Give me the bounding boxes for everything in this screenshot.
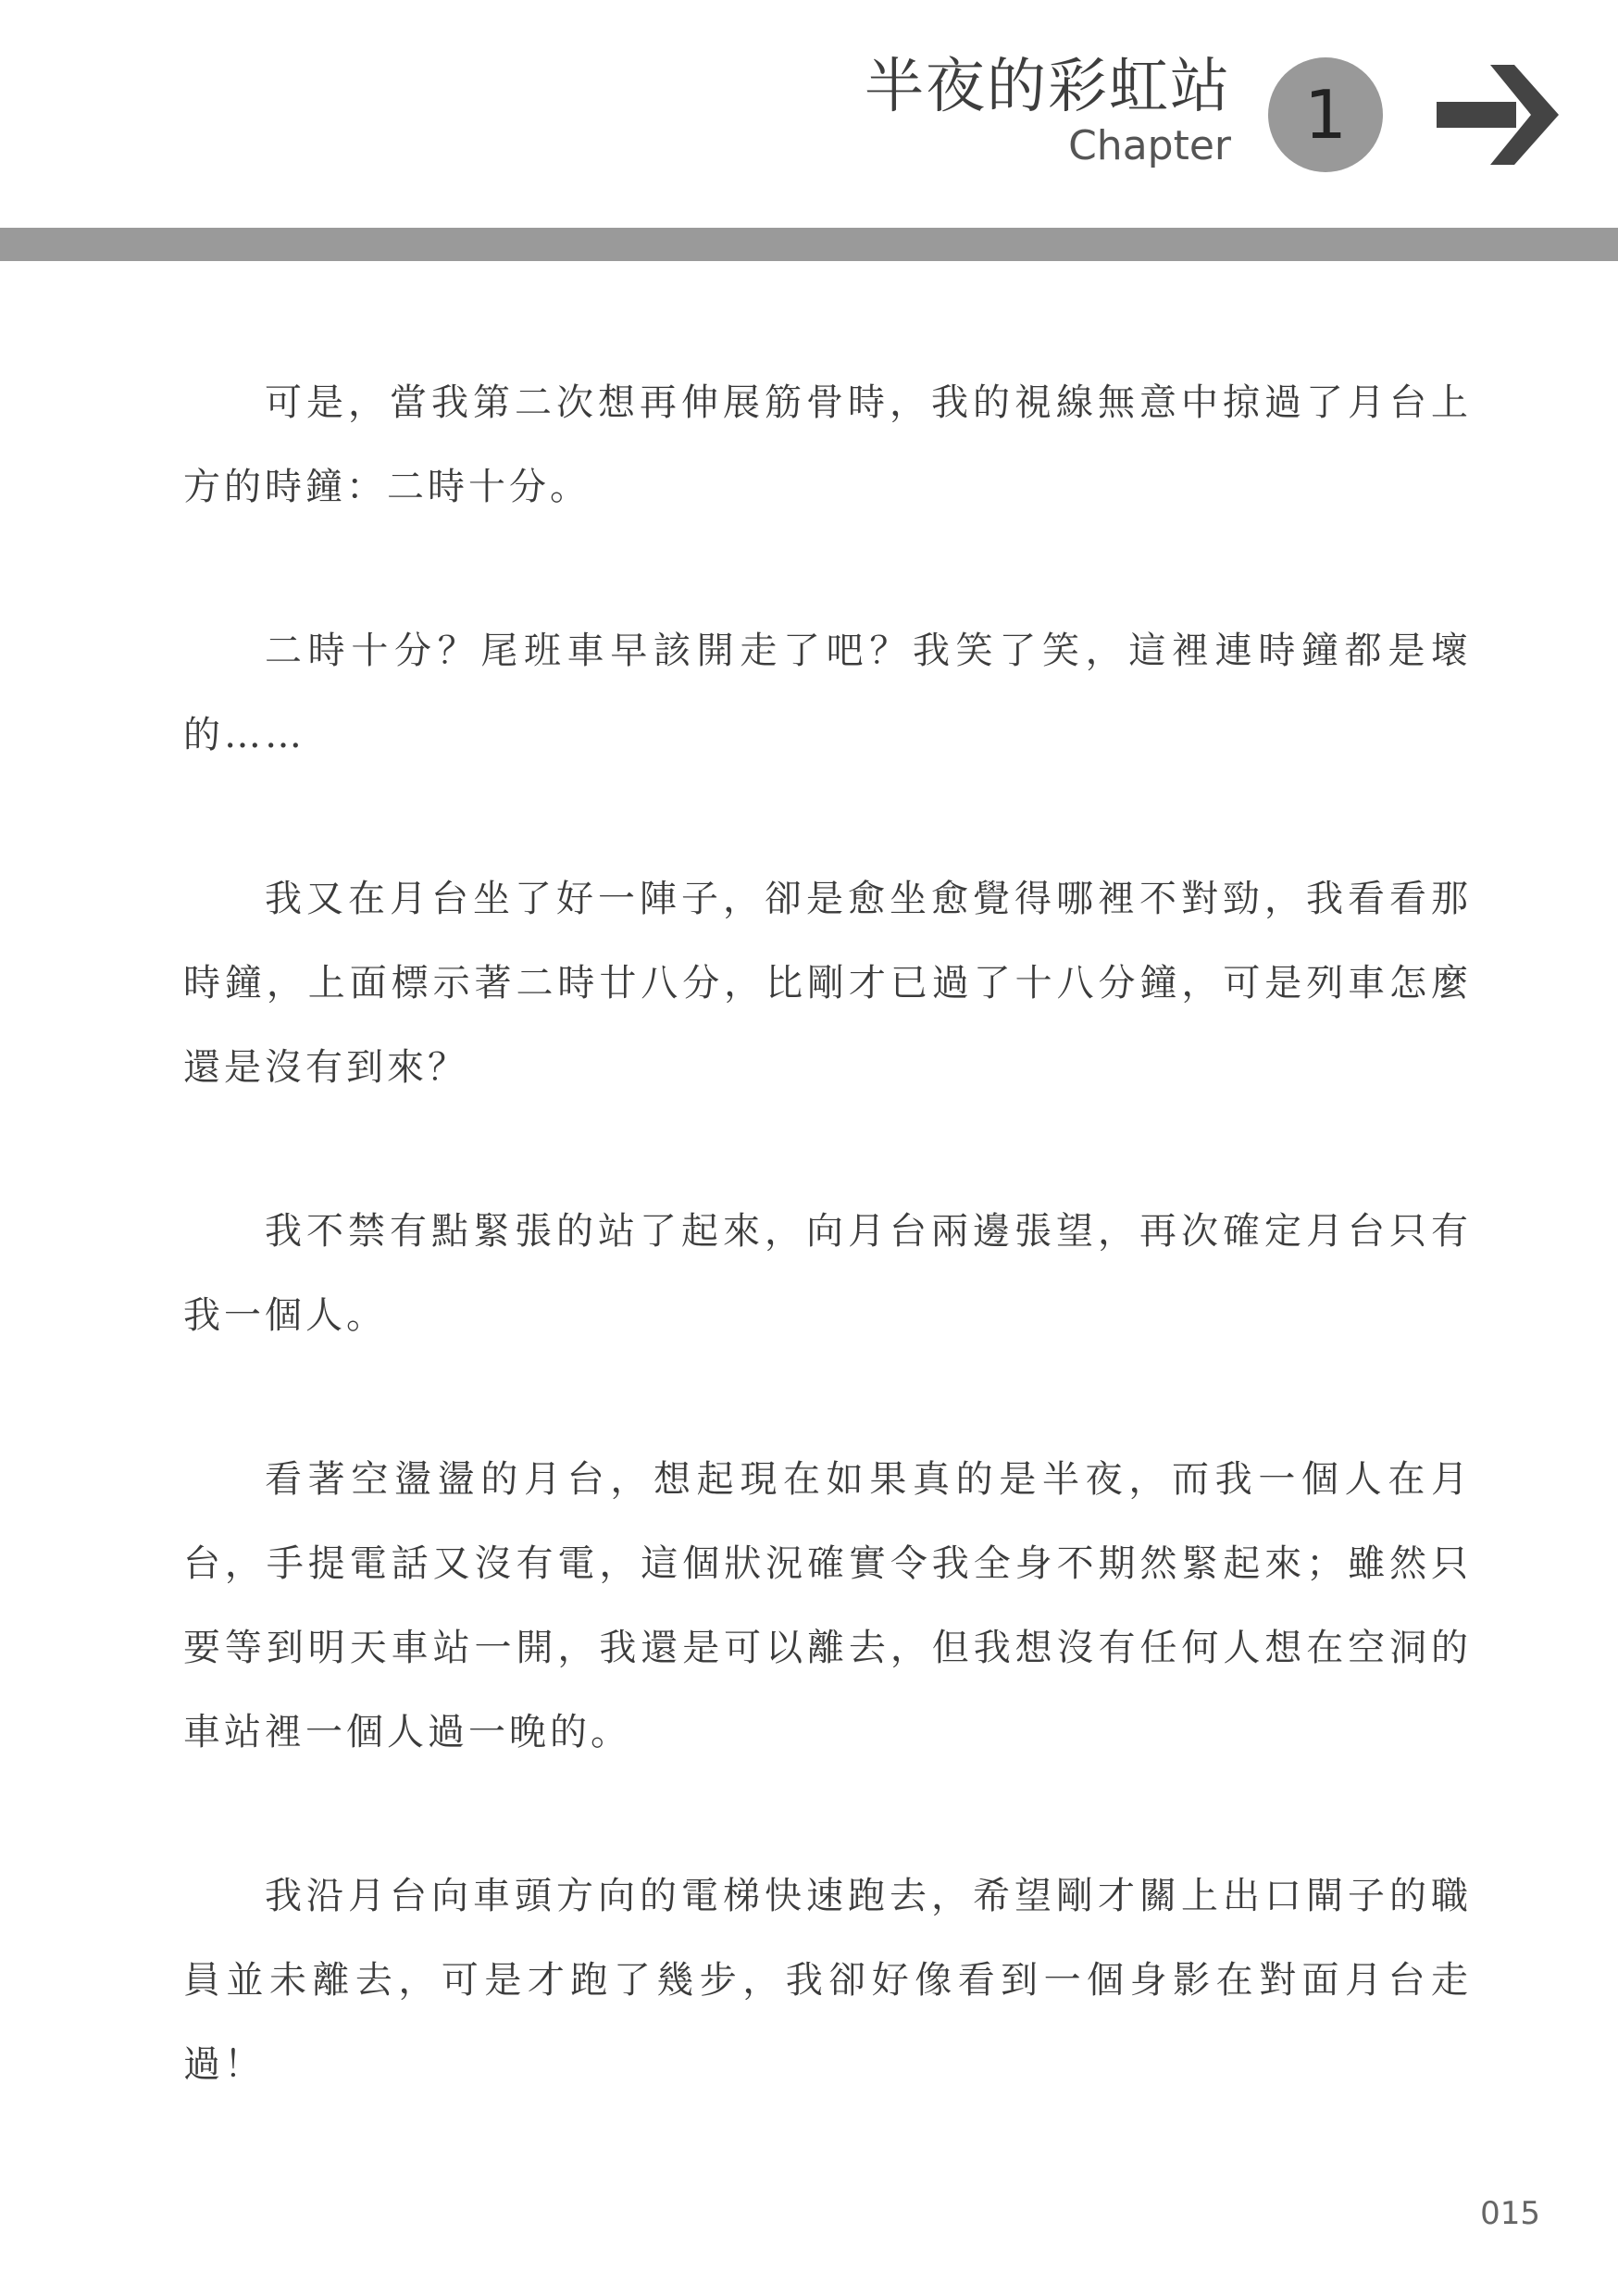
chapter-number-badge: [1268, 57, 1383, 172]
header-rule: [0, 228, 1618, 261]
chapter-number: 1: [1304, 76, 1347, 154]
paragraph: 我沿月台向車頭方向的電梯快速跑去，希望剛才關上出口閘子的職員並未離去，可是才跑了幾步，我卻好像看到一個身影在對面月台走過！: [183, 1875, 1472, 2086]
chapter-title: 半夜的彩虹站: [865, 53, 1231, 121]
arrow-right-icon: [1437, 65, 1559, 165]
paragraph: 可是，當我第二次想再伸展筋骨時，我的視線無意中掠過了月台上方的時鐘：二時十分。: [183, 381, 1472, 508]
chapter-label: Chapter: [1068, 122, 1231, 169]
body-text: [183, 361, 1472, 2187]
paragraph: 二時十分？尾班車早該開走了吧？我笑了笑，這裡連時鐘都是壞的……: [183, 630, 1472, 756]
paragraph: 我又在月台坐了好一陣子，卻是愈坐愈覺得哪裡不對勁，我看看那時鐘，上面標示著二時廿八分，比剛才已過了十八分鐘，可是列車怎麼還是沒有到來？: [183, 878, 1472, 1089]
paragraph: 我不禁有點緊張的站了起來，向月台兩邊張望，再次確定月台只有我一個人。: [183, 1210, 1472, 1337]
paragraph: 看著空盪盪的月台，想起現在如果真的是半夜，而我一個人在月台，手提電話又沒有電，這個狀況確實令我全身不期然緊起來；雖然只要等到明天車站一開，我還是可以離去，但我想沒有任何人想在空洞的車站裡一個人過一晚的。: [183, 1458, 1472, 1753]
page-number: 015: [1480, 2195, 1540, 2232]
